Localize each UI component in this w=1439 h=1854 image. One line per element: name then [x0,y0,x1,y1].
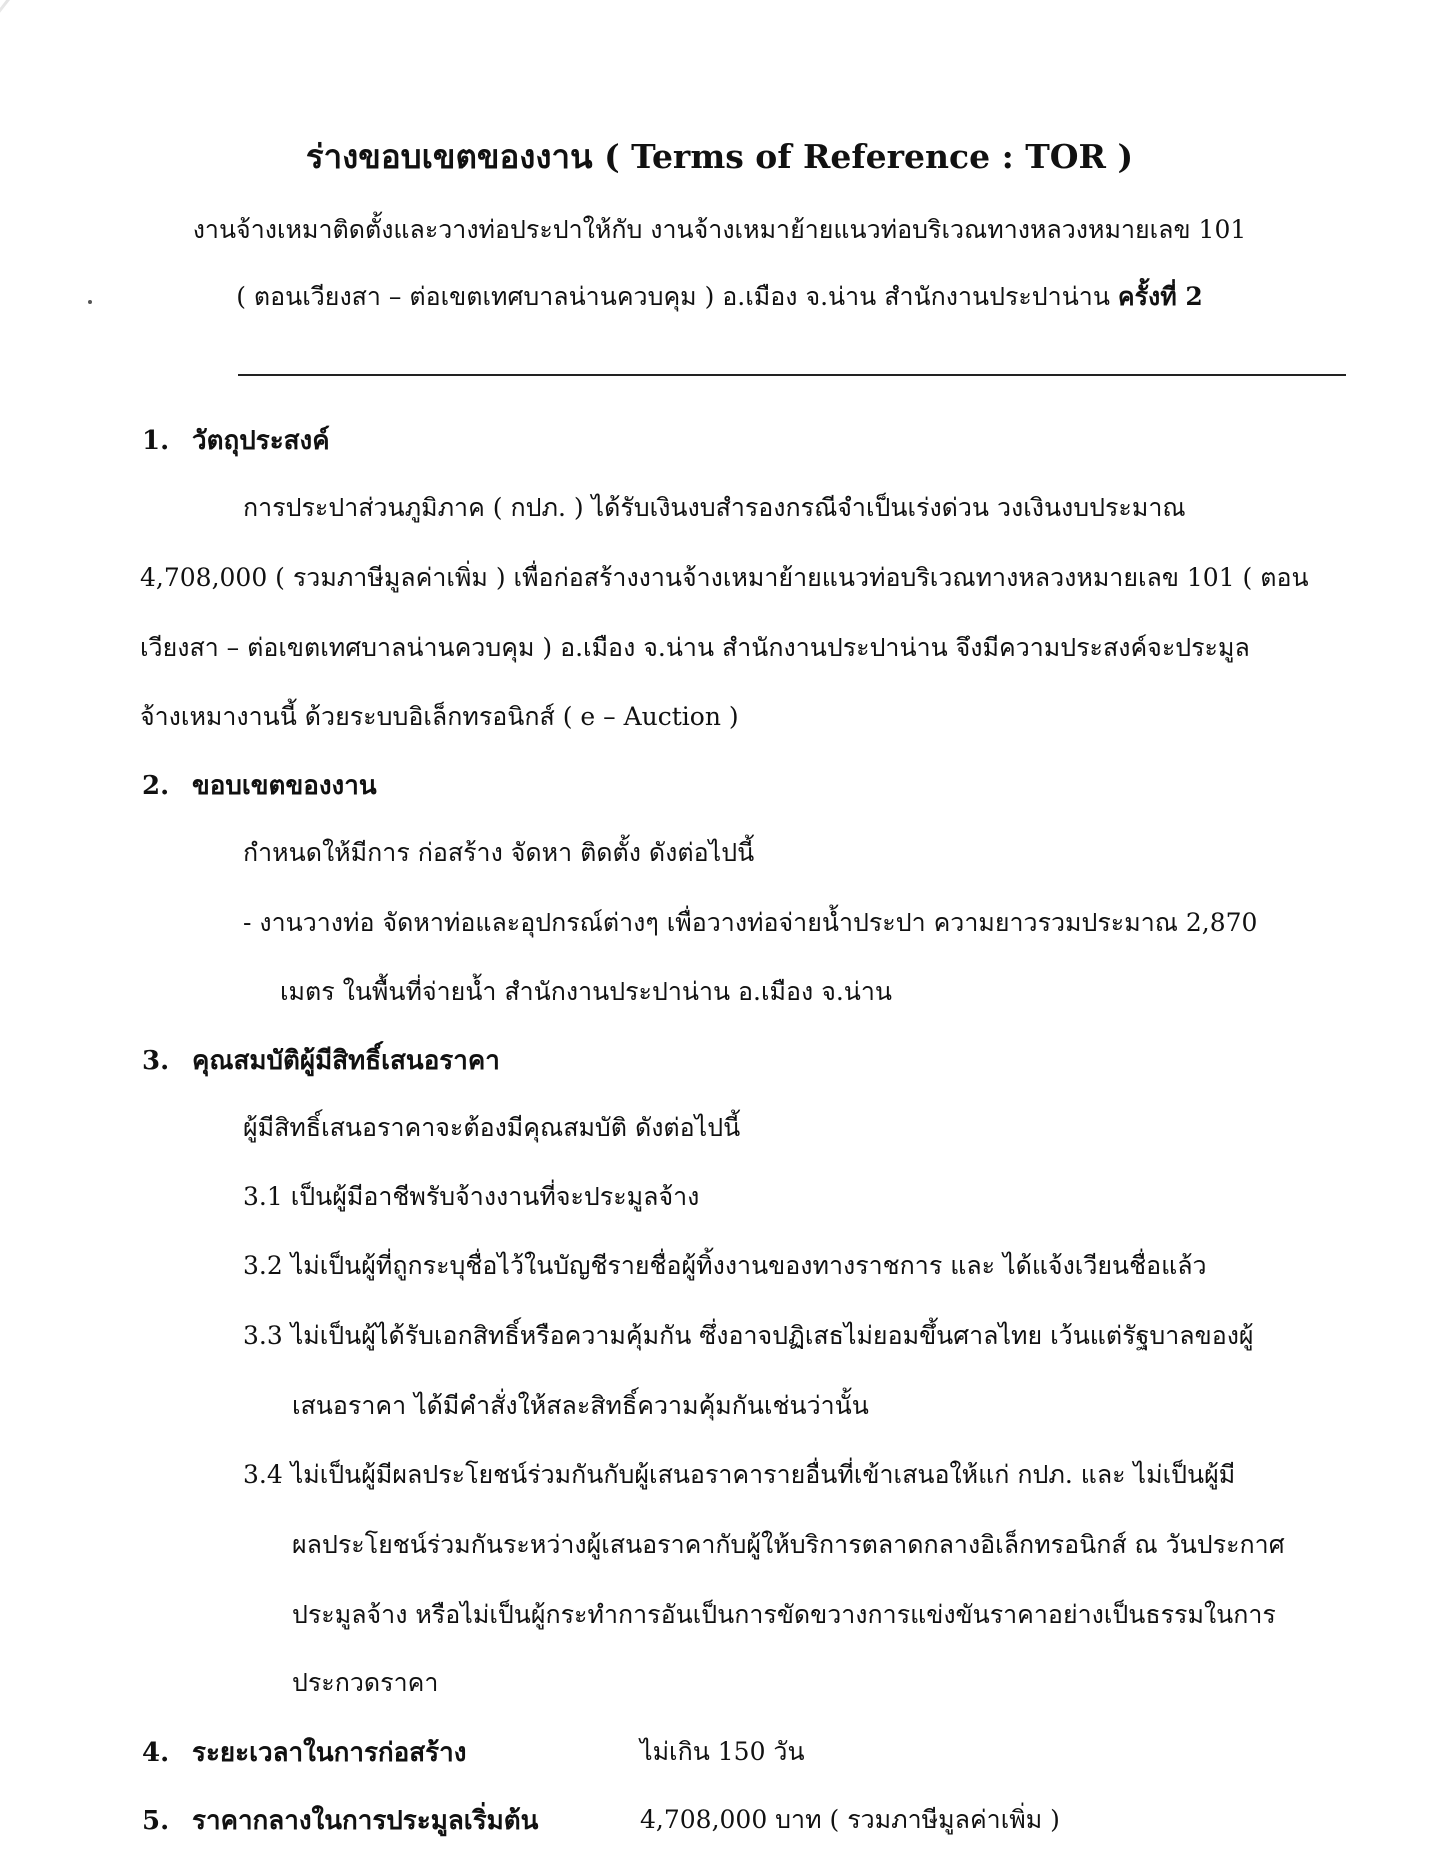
section-5-heading [142,1800,538,1841]
section-3-item-3-4-line-1: 3.4 ไม่เป็นผู้มีผลประโยชน์ร่วมกันกับผู้เสนอราคารายอื่นที่เข้าเสนอให้แก่ กปภ. และ ไม่เป็นผู้มี [243,1460,1236,1489]
section-1-heading [142,420,330,461]
section-5-value: 4,708,000 บาท ( รวมภาษีมูลค่าเพิ่ม ) [640,1805,1060,1834]
section-4-value: ไม่เกิน 150 วัน [640,1737,805,1766]
section-number: 2. [142,771,170,801]
section-1-line-3: เวียงสา – ต่อเขตเทศบาลน่านควบคุม ) อ.เมือง จ.น่าน สำนักงานประปาน่าน จึงมีความประสงค์จะประมูล [140,633,1250,662]
section-2-bullet-line-2: เมตร ในพื้นที่จ่ายน้ำ สำนักงานประปาน่าน อ.เมือง จ.น่าน [280,977,893,1006]
document-subtitle-line1: งานจ้างเหมาติดตั้งและวางท่อประปาให้กับ งานจ้างเหมาย้ายแนวท่อบริเวณทางหลวงหมายเลข 101 [192,215,1247,244]
section-3-item-3-4-line-3: ประมูลจ้าง หรือไม่เป็นผู้กระทำการอันเป็นการขัดขวางการแข่งขันราคาอย่างเป็นธรรมในการ [292,1600,1276,1629]
section-1-line-2: 4,708,000 ( รวมภาษีมูลค่าเพิ่ม ) เพื่อก่อสร้างงานจ้างเหมาย้ายแนวท่อบริเวณทางหลวงหมายเลข 101 ( ตอน [140,563,1309,592]
section-title: ขอบเขตของงาน [192,771,377,801]
section-1-line-4: จ้างเหมางานนี้ ด้วยระบบอิเล็กทรอนิกส์ ( e – Auction ) [140,702,739,731]
section-2-heading [142,765,377,806]
title-divider [238,374,1346,376]
section-3-item-3-4-line-2: ผลประโยชน์ร่วมกันระหว่างผู้เสนอราคากับผู้ให้บริการตลาดกลางอิเล็กทรอนิกส์ ณ วันประกาศ [292,1530,1285,1559]
section-title: ระยะเวลาในการก่อสร้าง [192,1738,467,1768]
subtitle-location: ( ตอนเวียงสา – ต่อเขตเทศบาลน่านควบคุม ) อ.เมือง จ.น่าน สำนักงานประปาน่าน [236,282,1110,311]
section-2-intro: กำหนดให้มีการ ก่อสร้าง จัดหา ติดตั้ง ดังต่อไปนี้ [243,838,755,867]
section-title: ราคากลางในการประมูลเริ่มต้น [192,1806,539,1836]
section-3-item-3-4-line-4: ประกวดราคา [292,1668,439,1697]
section-number: 5. [142,1806,170,1836]
section-3-item-3-1: 3.1 เป็นผู้มีอาชีพรับจ้างงานที่จะประมูลจ้าง [243,1182,700,1211]
subtitle-round: ครั้งที่ 2 [1117,282,1203,311]
document-subtitle-line2 [0,277,1439,317]
scan-artifact-streak [0,0,121,62]
section-title: คุณสมบัติผู้มีสิทธิ์เสนอราคา [192,1046,500,1076]
section-1-line-1: การประปาส่วนภูมิภาค ( กปภ. ) ได้รับเงินงบสำรองกรณีจำเป็นเร่งด่วน วงเงินงบประมาณ [243,493,1186,522]
section-3-item-3-3-line-2: เสนอราคา ได้มีคำสั่งให้สละสิทธิ์ความคุ้มกันเช่นว่านั้น [292,1391,869,1420]
section-3-heading [142,1040,500,1081]
section-2-bullet-line-1: - งานวางท่อ จัดหาท่อและอุปกรณ์ต่างๆ เพื่อวางท่อจ่ายน้ำประปา ความยาวรวมประมาณ 2,870 [243,908,1258,937]
section-number: 1. [142,426,170,456]
section-3-item-3-2: 3.2 ไม่เป็นผู้ที่ถูกระบุชื่อไว้ในบัญชีรายชื่อผู้ทิ้งงานของทางราชการ และ ได้แจ้งเวียนชื่อแล้ว [243,1251,1207,1280]
section-number: 4. [142,1738,170,1768]
section-4-heading [142,1732,466,1773]
document-title: ร่างขอบเขตของงาน ( Terms of Reference : TOR ) [305,137,1134,176]
section-3-intro: ผู้มีสิทธิ์เสนอราคาจะต้องมีคุณสมบัติ ดังต่อไปนี้ [243,1113,741,1142]
section-title: วัตถุประสงค์ [192,426,330,456]
section-3-item-3-3-line-1: 3.3 ไม่เป็นผู้ได้รับเอกสิทธิ์หรือความคุ้มกัน ซึ่งอาจปฏิเสธไม่ยอมขึ้นศาลไทย เว้นแต่รัฐบาลของผู้ [243,1321,1254,1350]
section-number: 3. [142,1046,170,1076]
